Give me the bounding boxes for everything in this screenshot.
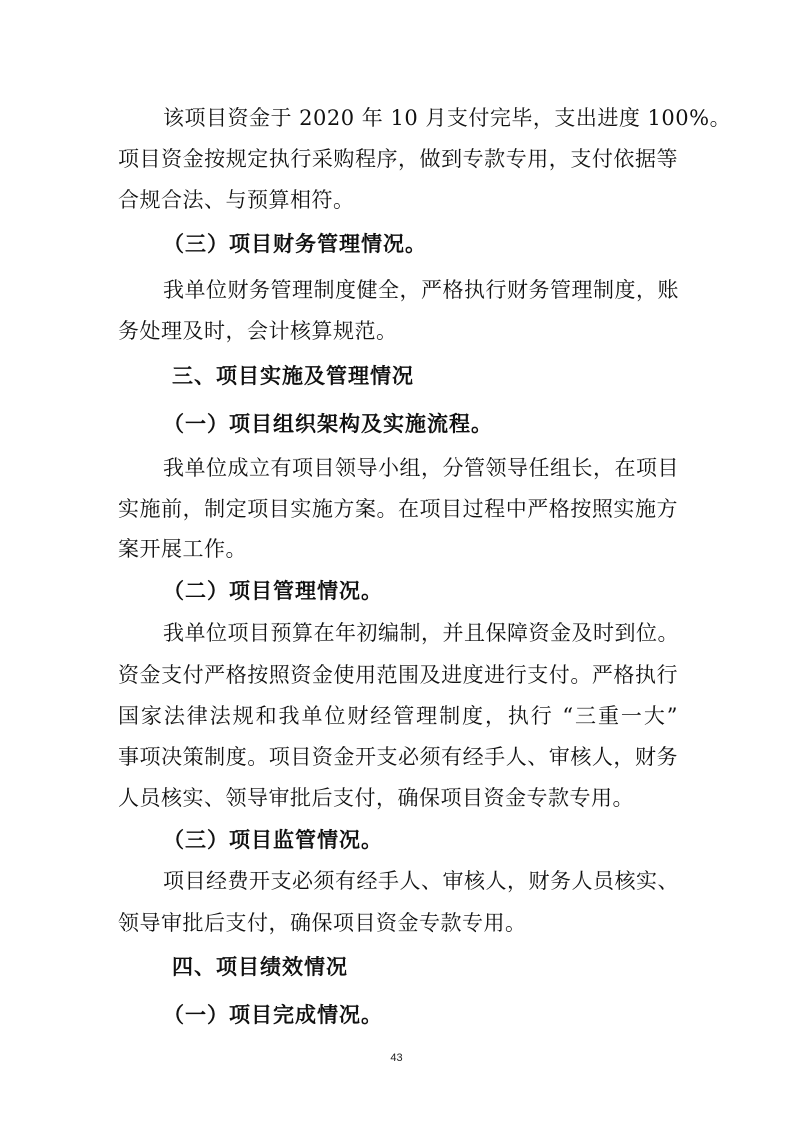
body-text-line: 资金支付严格按照资金使用范围及进度进行支付。严格执行 bbox=[118, 663, 678, 687]
body-text-line: 务处理及时，会计核算规范。 bbox=[118, 319, 398, 343]
body-text-line: 项目资金按规定执行采购程序，做到专款专用，支付依据等 bbox=[118, 147, 678, 171]
section-heading: 四、项目绩效情况 bbox=[172, 955, 348, 979]
page-number: 43 bbox=[390, 1052, 403, 1064]
body-text-line: 项目经费开支必须有经手人、审核人，财务人员核实、 bbox=[163, 869, 679, 893]
body-text-line: 合规合法、与预算相符。 bbox=[118, 188, 355, 212]
section-heading: （三）项目监管情况。 bbox=[163, 828, 383, 852]
body-text-line: 该项目资金于 2020 年 10 月支付完毕，支出进度 100%。 bbox=[163, 106, 732, 130]
body-text-line: 案开展工作。 bbox=[118, 537, 247, 561]
body-text-line: 事项决策制度。项目资金开支必须有经手人、审核人，财务 bbox=[118, 745, 678, 769]
section-heading: 三、项目实施及管理情况 bbox=[172, 364, 414, 388]
section-heading: （二）项目管理情况。 bbox=[163, 579, 383, 603]
body-text-line: 我单位成立有项目领导小组，分管领导任组长，在项目 bbox=[163, 456, 679, 480]
body-text-line: 实施前，制定项目实施方案。在项目过程中严格按照实施方 bbox=[118, 497, 678, 521]
section-heading: （一）项目组织架构及实施流程。 bbox=[163, 412, 493, 436]
body-text-line: 国家法律法规和我单位财经管理制度，执行 “三重一大” bbox=[118, 704, 678, 728]
section-heading: （一）项目完成情况。 bbox=[163, 1003, 383, 1027]
body-text-line: 我单位财务管理制度健全，严格执行财务管理制度，账 bbox=[163, 278, 679, 302]
body-text-line: 人员核实、领导审批后支付，确保项目资金专款专用。 bbox=[118, 786, 634, 810]
body-text-line: 领导审批后支付，确保项目资金专款专用。 bbox=[118, 911, 527, 935]
body-text-line: 我单位项目预算在年初编制，并且保障资金及时到位。 bbox=[163, 621, 679, 645]
section-heading: （三）项目财务管理情况。 bbox=[163, 232, 427, 256]
